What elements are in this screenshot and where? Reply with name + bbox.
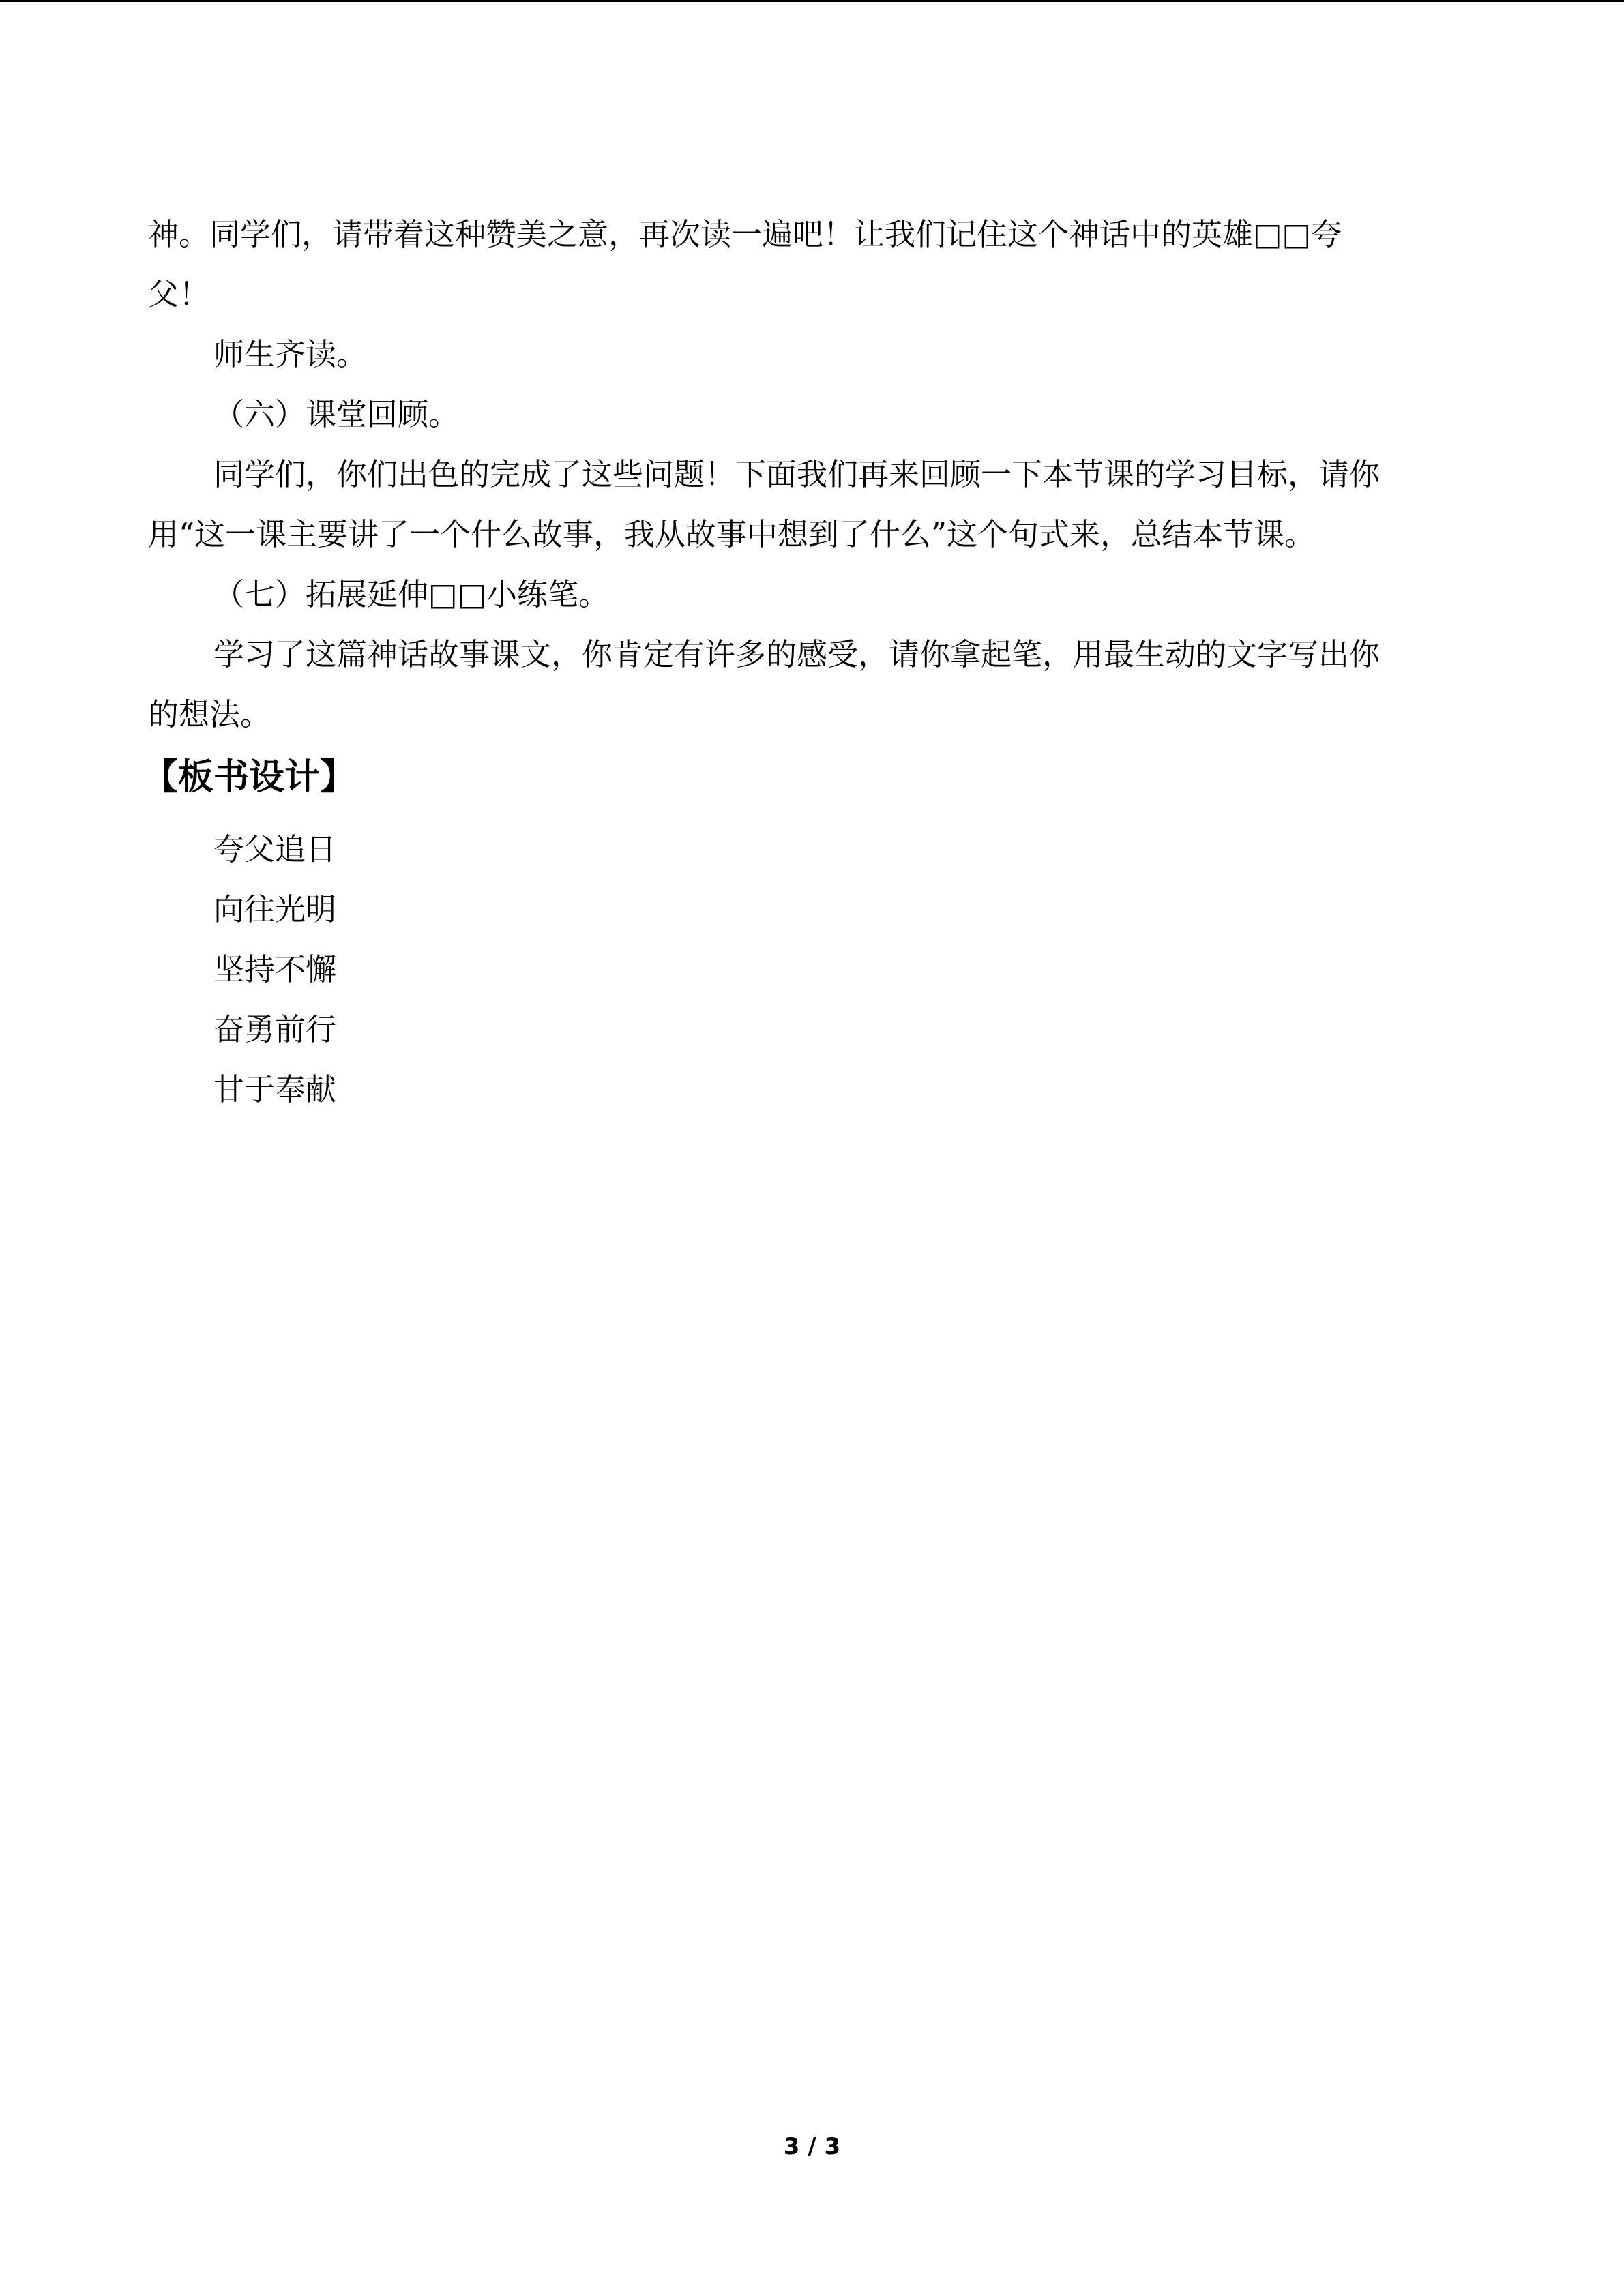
paragraph-line: 师生齐读。 bbox=[213, 336, 368, 372]
board-item: 夸父追日 bbox=[213, 831, 337, 867]
paragraph-line: 的想法。 bbox=[148, 696, 271, 732]
board-design-list bbox=[148, 820, 1458, 1120]
paragraph-line: 用“这一课主要讲了一个什么故事，我从故事中想到了什么”这个句式来，总结本节课。 bbox=[148, 516, 1316, 552]
board-design-heading: 【板书设计】 bbox=[143, 757, 356, 798]
board-item: 甘于奉献 bbox=[213, 1071, 337, 1107]
board-item: 奋勇前行 bbox=[213, 1011, 337, 1047]
board-item: 坚持不懈 bbox=[213, 951, 337, 987]
paragraph-line: 学习了这篇神话故事课文，你肯定有许多的感受，请你拿起笔，用最生动的文字写出你 bbox=[213, 636, 1381, 672]
section-label-extension: （七）拓展延伸□□小练笔。 bbox=[213, 576, 610, 612]
paragraph-line: 父！ bbox=[148, 276, 210, 312]
board-item: 向往光明 bbox=[213, 891, 337, 927]
page-number: 3 / 3 bbox=[783, 2133, 841, 2160]
paragraph-line: 神。同学们，请带着这种赞美之意，再次读一遍吧！让我们记住这个神话中的英雄□□夸 bbox=[148, 216, 1342, 252]
section-label-review: （六）课堂回顾。 bbox=[213, 396, 460, 432]
paragraph-line: 同学们，你们出色的完成了这些问题！下面我们再来回顾一下本节课的学习目标，请你 bbox=[213, 456, 1381, 492]
document-body bbox=[143, 205, 1458, 1120]
page-top-border bbox=[0, 0, 1624, 2]
